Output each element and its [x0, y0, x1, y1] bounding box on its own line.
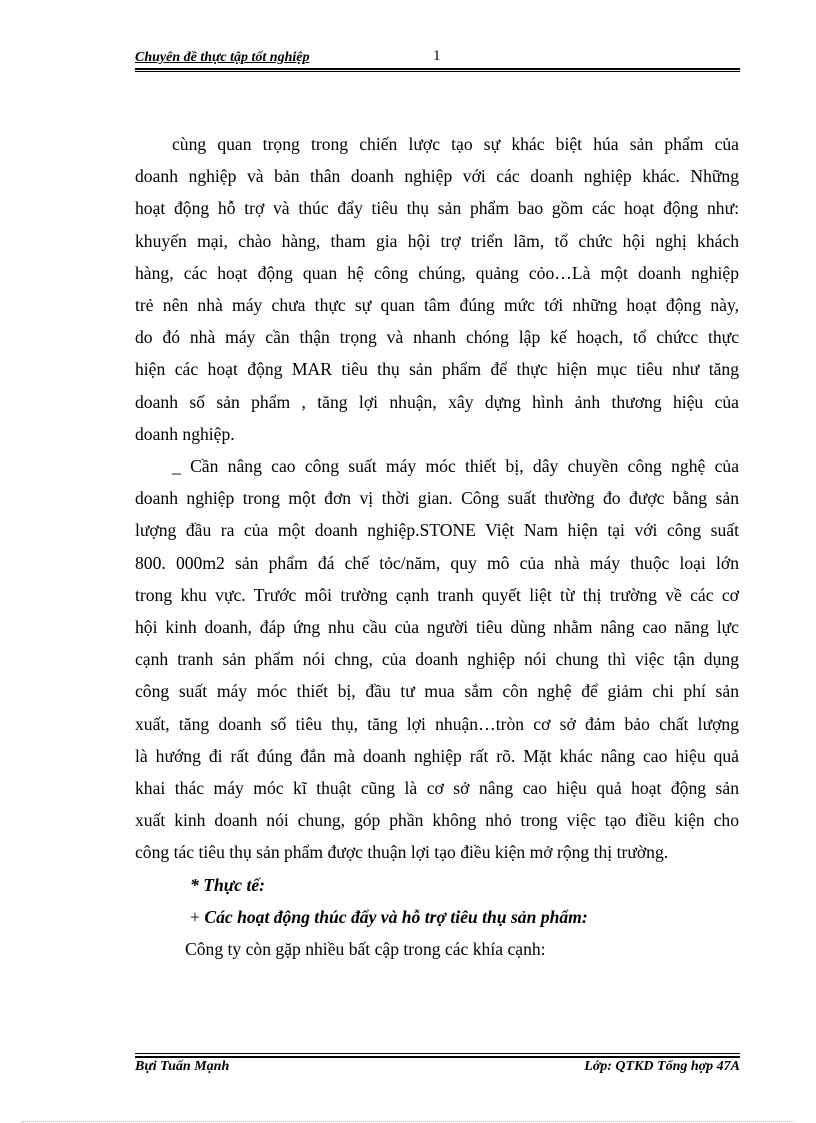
- text-line: cạnh tranh sản phẩm nói chng, của doanh nghiệp nói chung thì việc tận dụng: [135, 649, 739, 670]
- text-line: _ Cần nâng cao công suất máy móc thiết bị, dây chuyền công nghệ của: [172, 456, 739, 477]
- text-line: hiện các hoạt động MAR tiêu thụ sản phẩm để thực hiện mục tiêu như tăng: [135, 359, 739, 380]
- text-line: công suất máy móc thiết bị, đầu tư mua sắm côn nghệ để giảm chi phí sản: [135, 681, 739, 702]
- footer-author: Bựi Tuấn Mạnh: [135, 1059, 230, 1074]
- heading-thuc-te: * Thực tế:: [190, 874, 266, 895]
- header-title: Chuyên đề thực tập tốt nghiệp: [135, 50, 310, 65]
- text-line: hoạt động hỗ trợ và thúc đẩy tiêu thụ sản phẩm bao gồm các hoạt động như:: [135, 198, 739, 219]
- text-line: là hướng đi rất đúng đắn mà doanh nghiệp rất rõ. Mặt khác nâng cao hiệu quả: [135, 745, 739, 766]
- header-rule-thin: [135, 71, 740, 72]
- text-line: doanh nghiệp.: [135, 423, 235, 444]
- text-line: doanh số sản phẩm , tăng lợi nhuận, xây dựng hình ảnh thương hiệu của: [135, 391, 739, 412]
- text-line: trong khu vực. Trước môi trường cạnh tranh quyết liệt từ thị trường về các cơ: [135, 584, 739, 605]
- text-line: 800. 000m2 sản phẩm đá chế tỏc/năm, quy mô của nhà máy thuộc loại lớn: [135, 552, 739, 573]
- paragraph-2: [135, 450, 739, 869]
- text-line: khai thác máy móc kĩ thuật cũng là cơ sở nâng cao hiệu quả hoạt động sản: [135, 778, 739, 799]
- footer-rule: [135, 1056, 740, 1058]
- closing-line: Công ty còn gặp nhiều bất cập trong các khía cạnh:: [185, 939, 546, 960]
- page-number: 1: [433, 48, 441, 64]
- text-line: trẻ nên nhà máy chưa thực sự quan tâm đúng mức tới những hoạt động này,: [135, 295, 739, 316]
- header-rule: [135, 68, 740, 70]
- text-line: lượng đầu ra của một doanh nghiệp.STONE Việt Nam hiện tại với công suất: [135, 520, 739, 541]
- sub-prefix: +: [190, 906, 205, 927]
- text-line: doanh nghiệp và bản thân doanh nghiệp với các doanh nghiệp khác. Những: [135, 166, 739, 187]
- text-line: doanh nghiệp trong một đơn vị thời gian. Công suất thường đo được bằng sản: [135, 488, 739, 509]
- paragraph-1: [135, 128, 739, 450]
- footer-class: Lớp: QTKD Tổng hợp 47A: [584, 1059, 740, 1074]
- text-line: do đó nhà máy cần thận trọng và nhanh chóng lập kế hoạch, tổ chứcc thực: [135, 327, 739, 348]
- text-line: hội kinh doanh, đáp ứng nhu cầu của người tiêu dùng nhằm nâng cao năng lực: [135, 617, 739, 638]
- sub-heading-text: Các hoạt động thúc đẩy và hỗ trợ tiêu thụ sản phẩm:: [204, 906, 588, 927]
- document-body: [135, 128, 739, 965]
- text-line: công tác tiêu thụ sản phẩm được thuận lợi tạo điều kiện mở rộng thị trường.: [135, 842, 669, 863]
- text-line: xuất, tăng doanh số tiêu thụ, tăng lợi nhuận…tròn cơ sở đảm bảo chất lượng: [135, 713, 739, 734]
- footer-rule-thin: [135, 1053, 740, 1054]
- text-line: khuyến mại, chào hàng, tham gia hội trợ triển lãm, tổ chức hội nghị khách: [135, 230, 739, 251]
- text-line: hàng, các hoạt động quan hệ công chúng, quảng cỏo…Là một doanh nghiệp: [135, 262, 739, 283]
- page-header: [135, 48, 740, 68]
- text-line: xuất kinh doanh nói chung, góp phần không nhỏ trong việc tạo điều kiện cho: [135, 810, 739, 831]
- page-bottom-edge: [22, 1121, 794, 1122]
- text-line: cùng quan trọng trong chiến lược tạo sự khác biệt húa sản phẩm của: [172, 134, 739, 154]
- sub-heading: [135, 901, 739, 933]
